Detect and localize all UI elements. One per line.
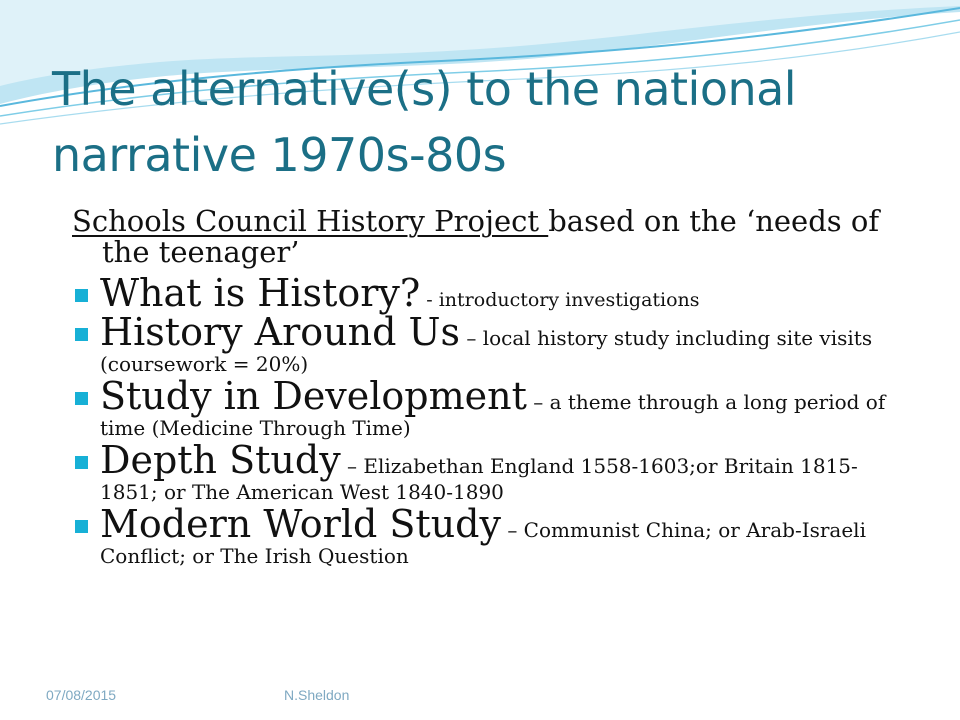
footer-author: N.Sheldon (284, 687, 350, 703)
bullet-square-icon (75, 520, 88, 533)
bullet-square-icon (75, 289, 88, 302)
bullet-square-icon (75, 456, 88, 469)
intro-line (72, 206, 902, 268)
bullet-heading: Study in Development (100, 374, 527, 418)
slide-body (72, 206, 902, 569)
bullet-depth-study (72, 438, 902, 505)
bullet-detail: – Communist China; or Arab-Israeli Conflict; or The Irish Question (100, 518, 866, 568)
bullet-what-is-history (72, 271, 902, 315)
intro-rest-text: based on the ‘needs of the teenager’ (102, 204, 880, 269)
bullet-square-icon (75, 392, 88, 405)
slide-title: The alternative(s) to the national narrative 1970s-80s (52, 62, 797, 182)
bullet-detail: – local history study including site visits (coursework = 20%) (100, 326, 873, 376)
bullet-modern-world-study (72, 502, 902, 569)
bullet-heading: What is History? (100, 271, 421, 315)
bullet-history-around-us (72, 310, 902, 377)
bullet-detail: – a theme through a long period of time (Medicine Through Time) (100, 390, 886, 440)
bullet-heading: Modern World Study (100, 502, 501, 546)
footer-date: 07/08/2015 (46, 687, 117, 703)
bullet-square-icon (75, 328, 88, 341)
bullet-detail: - introductory investigations (420, 289, 700, 311)
intro-underlined-text: Schools Council History Project (72, 204, 549, 238)
bullet-heading: History Around Us (100, 310, 461, 354)
bullet-heading: Depth Study (100, 438, 341, 482)
bullet-study-in-development (72, 374, 902, 441)
bullet-detail: – Elizabethan England 1558-1603;or Britain 1815-1851; or The American West 1840-1890 (100, 454, 858, 504)
